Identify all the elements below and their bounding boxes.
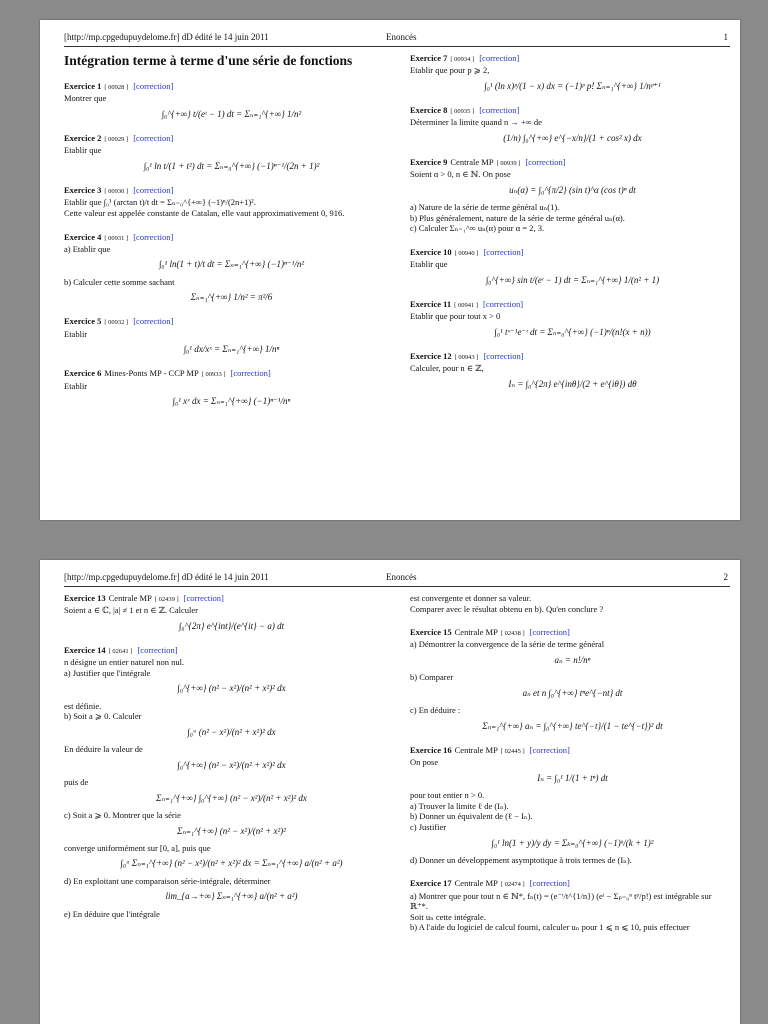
- exercise-block: [64, 133, 399, 172]
- exercise-id: [ 02445 ]: [500, 748, 525, 755]
- exercise-text: a) Montrer que pour tout n ∈ ℕ*, fₙ(t) = (e⁻ᵗ/t^{1/n}) (eᵗ − Σₚ₌₀ⁿ tᵖ/p!) est intégrable sur: [410, 890, 712, 901]
- correction-link[interactable]: [correction]: [479, 53, 520, 63]
- exercise-text: Déterminer la limite quand n → +∞ de: [410, 117, 542, 128]
- math-formula: ∫₀^{+∞} t/(eᵗ − 1) dt = Σₙ₌₁^{+∞} 1/n²: [161, 108, 302, 119]
- exercise-title: Exercice 12: [410, 350, 452, 361]
- page-header: [64, 572, 730, 587]
- left-column: [64, 53, 399, 420]
- exercise-id: [ 00935 ]: [450, 108, 475, 115]
- exercise-text: d) En exploitant une comparaison série-intégrale, déterminer: [64, 875, 271, 886]
- correction-link[interactable]: [correction]: [529, 878, 570, 889]
- exercise-block: [410, 627, 735, 732]
- exercise-heading: [410, 299, 735, 310]
- math-formula: lim_{a→+∞} Σₙ₌₁^{+∞} a/(n² + a²): [165, 891, 298, 902]
- exercise-heading: [410, 351, 735, 362]
- exercise-heading: [410, 878, 735, 889]
- correction-link[interactable]: [correction]: [133, 231, 174, 242]
- exercise-title: Exercice 17: [410, 878, 452, 889]
- math-formula: ∫₀^{+∞} (n² − x²)/(n² + x²)² dx: [177, 683, 286, 694]
- exercise-text: ℝ⁺*.: [410, 901, 428, 912]
- exercise-title: Exercice 1: [64, 81, 102, 92]
- exercise-text: Soit uₙ cette intégrale.: [410, 911, 486, 922]
- exercise-heading: [64, 316, 399, 327]
- math-formula: ∫₀ᵃ (n² − x²)/(n² + x²)² dx: [187, 726, 276, 737]
- exercise-id: [ 02474 ]: [500, 881, 525, 889]
- exercise-heading: [410, 745, 735, 756]
- exercise-text: Etablir: [64, 380, 88, 391]
- exercise-block: [410, 878, 735, 933]
- exercise-title: Exercice 15: [410, 627, 452, 638]
- exercise-title: Exercice 5: [64, 316, 102, 327]
- exercise-title: Exercice 7: [410, 53, 448, 63]
- correction-link[interactable]: [correction]: [133, 81, 174, 92]
- math-formula: ∫₀¹ ln t/(1 + t²) dt = Σₙ₌₀^{+∞} (−1)ⁿ⁻¹/(2n + 1)²: [143, 160, 320, 171]
- math-formula: (1/n) ∫₀^{+∞} e^{−x/n}/(1 + cos² x) dx: [503, 132, 642, 143]
- math-formula: ∫₀¹ dx/xˣ = Σₙ₌₁^{+∞} 1/nⁿ: [183, 344, 280, 355]
- exercise-text: Etablir que pour tout x > 0: [410, 311, 501, 321]
- correction-link[interactable]: [correction]: [230, 368, 271, 379]
- math-formula: aₙ et n ∫₀^{+∞} tⁿe^{−nt} dt: [522, 687, 623, 698]
- exercise-block: [64, 645, 399, 919]
- exercise-title: Exercice 10: [410, 246, 452, 257]
- exercise-block: [64, 316, 399, 355]
- exercise-heading: [64, 133, 399, 144]
- exercise-text: Etablir: [64, 328, 88, 339]
- exercise-text: c) Soit a ⩾ 0. Montrer que la série: [64, 809, 181, 820]
- exercise-id: [ 00928 ]: [104, 84, 129, 92]
- exercise-text: a) Etablir que: [64, 243, 111, 254]
- exercise-text: d) Donner un développement asymptotique à trois termes de (Iₙ).: [410, 854, 632, 865]
- exercise-heading: [64, 185, 399, 196]
- right-column: [410, 53, 735, 403]
- exercise-block: [410, 351, 735, 390]
- exercise-id: [ 02439 ]: [154, 596, 179, 603]
- exercise-text: Cette valeur est appelée constante de Catalan, elle vaut approximativement 0, 916.: [64, 207, 345, 218]
- page-header: [64, 32, 730, 47]
- exercise-block: [64, 185, 399, 218]
- math-formula: Iₙ = ∫₀¹ 1/(1 + tⁿ) dt: [537, 772, 608, 783]
- exercise-block: [64, 81, 399, 120]
- document-page-1: [40, 20, 740, 520]
- math-formula: ∫₀^{+∞} (n² − x²)/(n² + x²)² dx: [177, 759, 286, 770]
- exercise-text: est définie.: [64, 700, 102, 711]
- exercise-text: Etablir que: [64, 145, 102, 156]
- math-formula: Σₙ₌₁^{+∞} ∫₀^{+∞} (n² − x²)/(n² + x²)² dx: [156, 792, 307, 803]
- math-formula: ∫₀¹ xˣ dx = Σₙ₌₁^{+∞} (−1)ⁿ⁻¹/nⁿ: [172, 396, 291, 407]
- exercise-heading: [410, 157, 735, 168]
- document-page-2: [40, 560, 740, 1024]
- exercise-text: b) Calculer cette somme sachant: [64, 276, 175, 287]
- math-formula: ∫₀^{+∞} sin t/(eᵗ − 1) dt = Σₙ₌₁^{+∞} 1/(n² + 1): [485, 274, 660, 285]
- exercise-title: Exercice 16: [410, 745, 452, 755]
- correction-link[interactable]: [correction]: [133, 185, 174, 196]
- exercise-id: [ 00932 ]: [104, 319, 129, 327]
- exercise-text: b) Donner un équivalent de (ℓ − Iₙ).: [410, 811, 533, 822]
- exercise-block: [410, 299, 735, 338]
- exercise-text: c) Calculer Σₙ₌₁^∞ uₙ(α) pour α = 2, 3.: [410, 223, 545, 234]
- exercise-block: [410, 157, 735, 234]
- document-title: Intégration terme à terme d'une série de fonctions: [64, 53, 353, 68]
- exercise-title: Exercice 4: [64, 231, 102, 242]
- exercise-continuation: [410, 593, 735, 614]
- header-section: Enoncés: [386, 32, 417, 42]
- exercise-id: [ 00931 ]: [104, 234, 129, 242]
- math-formula: Σₙ₌₁^{+∞} aₙ = ∫₀^{+∞} te^{−t}/(1 − te^{−t})² dt: [482, 720, 663, 731]
- exercise-source: Centrale MP: [454, 878, 498, 889]
- correction-link[interactable]: [correction]: [133, 316, 174, 327]
- right-column: [410, 593, 735, 946]
- exercise-id: [ 02641 ]: [108, 648, 133, 655]
- exercise-heading: [410, 105, 735, 116]
- exercise-heading: [64, 593, 399, 604]
- math-formula: uₙ(α) = ∫₀^{π/2} (sin t)^α (cos t)ⁿ dt: [509, 184, 636, 195]
- exercise-text: pour tout entier n > 0.: [410, 790, 485, 800]
- math-formula: ∫₀¹ (ln x)ᵖ/(1 − x) dx = (−1)ᵖ p! Σₙ₌₁^{+∞} 1/nᵖ⁺¹: [484, 80, 661, 91]
- exercise-title: Exercice 8: [410, 105, 448, 115]
- correction-link[interactable]: [correction]: [483, 298, 524, 309]
- exercise-id: [ 02438 ]: [500, 630, 525, 638]
- exercise-text: a) Nature de la série de terme général uₙ(1).: [410, 202, 560, 212]
- exercise-text: Montrer que: [64, 93, 107, 104]
- page-number: 1: [723, 32, 728, 42]
- math-formula: ∫₀¹ ln(1 + y)/y dy = Σₖ₌₀^{+∞} (−1)ᵏ/(k + 1)²: [491, 837, 654, 848]
- header-section: Enoncés: [386, 572, 417, 582]
- exercise-id: [ 00929 ]: [104, 136, 129, 144]
- exercise-title: Exercice 14: [64, 645, 106, 655]
- exercise-id: [ 00943 ]: [454, 353, 479, 361]
- exercise-heading: [64, 81, 399, 92]
- exercise-block: [410, 247, 735, 286]
- exercise-text: b) Soit a ⩾ 0. Calculer: [64, 711, 142, 722]
- exercise-source: Centrale MP: [454, 745, 498, 755]
- math-formula: ∫₀ᵃ Σₙ₌₁^{+∞} (n² − x²)/(n² + x²)² dx = Σₙ₌₁^{+∞} a/(n² + a²): [120, 858, 343, 869]
- math-formula: ∫₀¹ ln(1 + t)/t dt = Σₙ₌₁^{+∞} (−1)ⁿ⁻¹/n²: [158, 259, 305, 270]
- correction-link[interactable]: [correction]: [525, 157, 566, 167]
- exercise-block: [410, 53, 735, 92]
- exercise-text: c) En déduire :: [410, 705, 461, 716]
- exercise-id: [ 00930 ]: [104, 188, 129, 196]
- math-formula: ∫₀¹ tˣ⁻¹e⁻ᵗ dt = Σₙ₌₀^{+∞} (−1)ⁿ/(n!(x + n)): [494, 326, 651, 337]
- exercise-block: [64, 593, 399, 632]
- math-formula: Σₙ₌₁^{+∞} 1/n² = π²/6: [190, 292, 273, 303]
- correction-link[interactable]: [correction]: [529, 745, 570, 755]
- exercise-source: Centrale MP: [108, 593, 152, 603]
- exercise-text: b) Comparer: [410, 672, 454, 683]
- correction-link[interactable]: [correction]: [133, 133, 174, 144]
- exercise-title: Exercice 2: [64, 133, 102, 144]
- exercise-text: Etablir que: [410, 259, 448, 269]
- correction-link[interactable]: [correction]: [529, 627, 570, 638]
- correction-link[interactable]: [correction]: [183, 593, 224, 603]
- exercise-title: Exercice 3: [64, 185, 102, 196]
- exercise-text: est convergente et donner sa valeur.: [410, 593, 532, 603]
- exercise-heading: [64, 232, 399, 243]
- math-formula: ∫₀^{2π} e^{int}/(e^{it} − a) dt: [178, 620, 285, 631]
- exercise-source: Centrale MP: [450, 157, 494, 167]
- exercise-text: converge uniformément sur [0, a], puis que: [64, 842, 211, 853]
- exercise-block: [64, 232, 399, 304]
- exercise-text: Soient α > 0, n ∈ ℕ. On pose: [410, 169, 511, 180]
- exercise-title: Exercice 6: [64, 368, 102, 379]
- page-number: 2: [723, 572, 728, 582]
- correction-link[interactable]: [correction]: [483, 350, 524, 361]
- exercise-title: Exercice 11: [410, 298, 452, 309]
- math-formula: Iₙ = ∫₀^{2π} e^{inθ}/(2 + e^{iθ}) dθ: [508, 378, 637, 389]
- exercise-text: Calculer, pour n ∈ ℤ,: [410, 363, 484, 373]
- exercise-id: [ 00940 ]: [454, 249, 479, 257]
- exercise-source: Mines-Ponts MP - CCP MP: [104, 368, 199, 379]
- exercise-text: a) Justifier que l'intégrale: [64, 667, 151, 678]
- exercise-id: [ 00933 ]: [201, 371, 226, 379]
- left-column: [64, 593, 399, 932]
- exercise-text: a) Trouver la limite ℓ de (Iₙ).: [410, 800, 509, 811]
- exercise-text: e) En déduire que l'intégrale: [64, 908, 160, 919]
- exercise-text: Etablir que pour p ⩾ 2,: [410, 65, 490, 76]
- correction-link[interactable]: [correction]: [137, 645, 178, 655]
- exercise-text: b) A l'aide du logiciel de calcul fourni, calculer uₙ pour 1 ⩽ n ⩽ 10, puis effectuer: [410, 922, 690, 933]
- exercise-heading: [410, 627, 735, 638]
- exercise-text: Comparer avec le résultat obtenu en b). Qu'en conclure ?: [410, 603, 604, 614]
- exercise-id: [ 00939 ]: [496, 160, 521, 167]
- header-source: [http://mp.cpgedupuydelome.fr] dD édité le 14 juin 2011: [64, 572, 269, 582]
- exercise-heading: [410, 247, 735, 258]
- exercise-block: [410, 745, 735, 865]
- exercise-text: En déduire la valeur de: [64, 744, 143, 755]
- exercise-text: n désigne un entier naturel non nul.: [64, 657, 185, 668]
- exercise-text: Soient a ∈ ℂ, |a| ≠ 1 et n ∈ ℤ. Calculer: [64, 605, 198, 616]
- exercise-block: [64, 368, 399, 407]
- exercise-text: c) Justifier: [410, 821, 447, 832]
- exercise-heading: [64, 645, 399, 656]
- math-formula: Σₙ₌₁^{+∞} (n² − x²)/(n² + x²)²: [177, 825, 286, 836]
- exercise-title: Exercice 13: [64, 593, 106, 603]
- math-formula: aₙ = n!/nⁿ: [554, 655, 591, 665]
- exercise-heading: [410, 53, 735, 64]
- exercise-text: a) Démontrer la convergence de la série de terme général: [410, 639, 605, 650]
- exercise-text: Etablir que ∫₀¹ (arctan t)/t dt = Σₙ₌₀^{+∞} (−1)ⁿ/(2n+1)².: [64, 197, 256, 208]
- exercise-source: Centrale MP: [454, 627, 498, 638]
- exercise-id: [ 00941 ]: [454, 301, 478, 309]
- exercise-block: [410, 105, 735, 144]
- exercise-text: b) Plus généralement, nature de la série de terme général uₙ(α).: [410, 212, 625, 223]
- exercise-heading: [64, 368, 399, 379]
- correction-link[interactable]: [correction]: [479, 105, 520, 115]
- exercise-title: Exercice 9: [410, 157, 448, 167]
- exercise-id: [ 00934 ]: [450, 56, 475, 63]
- correction-link[interactable]: [correction]: [483, 246, 524, 257]
- header-source: [http://mp.cpgedupuydelome.fr] dD édité le 14 juin 2011: [64, 32, 269, 42]
- exercise-text: puis de: [64, 777, 89, 787]
- exercise-text: On pose: [410, 757, 439, 768]
